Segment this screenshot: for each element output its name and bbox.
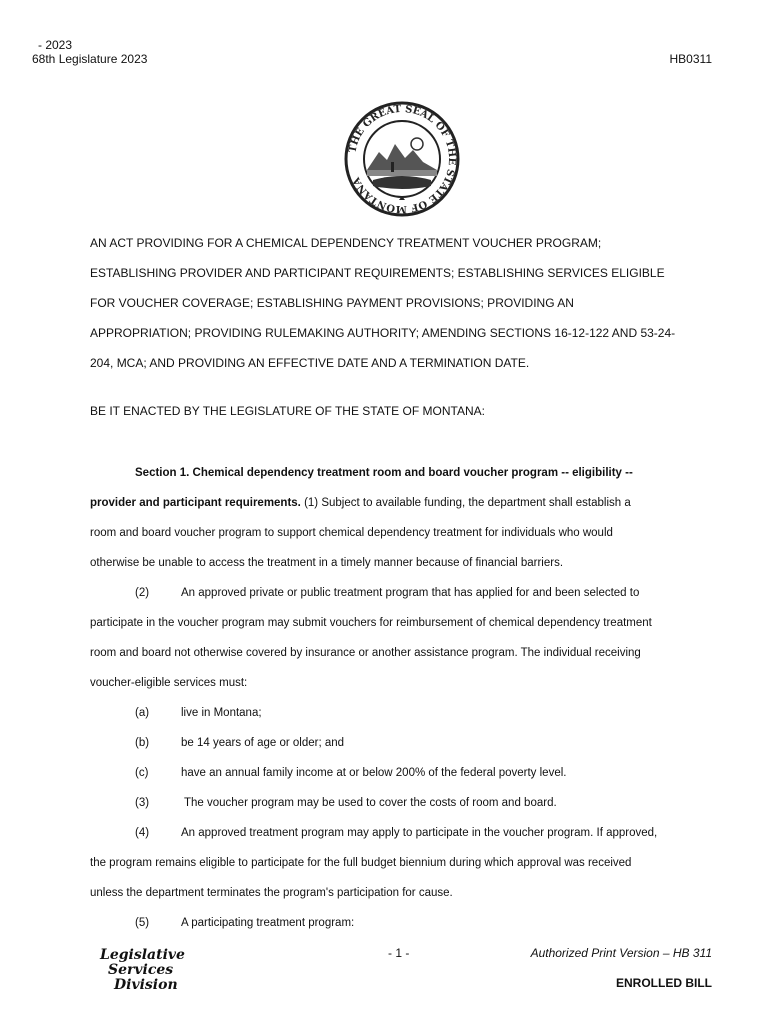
seal-text: THE GREAT SEAL OF THE STATE OF MONTANA xyxy=(347,103,458,215)
subsection-text: A participating treatment program: xyxy=(181,917,355,929)
subsection-2 xyxy=(90,578,718,608)
list-item-text: have an annual family income at or below 200% of the federal poverty level. xyxy=(181,767,567,779)
subsection-3 xyxy=(90,788,718,818)
authorized-version: Authorized Print Version – HB 311 xyxy=(530,946,712,960)
state-seal-icon xyxy=(343,100,461,218)
subsection-number: (3) xyxy=(135,797,150,809)
lsd-logo xyxy=(100,948,190,1000)
list-item xyxy=(90,698,718,728)
subsection-text: The voucher program may be used to cover the costs of room and board. xyxy=(181,797,557,809)
subsection-number: (5) xyxy=(135,917,150,929)
logo-line: Legislative xyxy=(100,947,185,963)
section-text: (1) Subject to available funding, the department shall establish a xyxy=(300,497,631,509)
list-item-number: (c) xyxy=(135,767,149,779)
list-item-number: (a) xyxy=(135,707,150,719)
section-heading: Section 1. Chemical dependency treatment room and board voucher program -- eligibility -- xyxy=(135,467,633,479)
header-legislature: 68th Legislature 2023 xyxy=(32,52,148,66)
title-line: APPROPRIATION; PROVIDING RULEMAKING AUTHORITY; AMENDING SECTIONS 16-12-122 AND 53-24- xyxy=(90,326,676,340)
title-line: 204, MCA; AND PROVIDING AN EFFECTIVE DATE AND A TERMINATION DATE. xyxy=(90,356,530,370)
subsection-text: An approved private or public treatment program that has applied for and been selected to xyxy=(181,587,640,599)
section-paragraph-line xyxy=(90,488,718,518)
section-paragraph-line: room and board not otherwise covered by insurance or another assistance program. The individual receiving xyxy=(90,647,641,659)
enrolled-bill-label: ENROLLED BILL xyxy=(616,976,712,990)
bill-title xyxy=(90,228,730,378)
section-1 xyxy=(90,458,718,938)
list-item-number: (b) xyxy=(135,737,150,749)
subsection-number: (2) xyxy=(135,587,150,599)
list-item-text: be 14 years of age or older; and xyxy=(181,737,345,749)
logo-line: Division xyxy=(114,977,178,993)
section-paragraph-line: participate in the voucher program may submit vouchers for reimbursement of chemical dependency treatment xyxy=(90,617,652,629)
subsection-text: An approved treatment program may apply to participate in the voucher program. If approved, xyxy=(181,827,658,839)
section-paragraph-line: voucher-eligible services must: xyxy=(90,677,248,689)
subsection-number: (4) xyxy=(135,827,150,839)
title-line: FOR VOUCHER COVERAGE; ESTABLISHING PAYMENT PROVISIONS; PROVIDING AN xyxy=(90,296,574,310)
header-bill-id: HB0311 xyxy=(669,52,712,66)
section-paragraph-line: unless the department terminates the program's participation for cause. xyxy=(90,887,453,899)
header-year: - 2023 xyxy=(38,38,73,52)
subsection-5 xyxy=(90,908,718,938)
section-paragraph-line: room and board voucher program to support chemical dependency treatment for individuals who would xyxy=(90,527,613,539)
title-line: AN ACT PROVIDING FOR A CHEMICAL DEPENDENCY TREATMENT VOUCHER PROGRAM; xyxy=(90,236,602,250)
list-item-text: live in Montana; xyxy=(181,707,262,719)
title-line: ESTABLISHING PROVIDER AND PARTICIPANT REQUIREMENTS; ESTABLISHING SERVICES ELIGIBLE xyxy=(90,266,665,280)
page-number: - 1 - xyxy=(388,946,410,960)
list-item xyxy=(90,758,718,788)
list-item xyxy=(90,728,718,758)
section-heading-cont: provider and participant requirements. xyxy=(90,497,301,509)
section-paragraph-line: otherwise be unable to access the treatment in a timely manner because of financial barriers. xyxy=(90,557,564,569)
section-paragraph-line: the program remains eligible to participate for the full budget biennium during which approval was received xyxy=(90,857,632,869)
enacting-clause: BE IT ENACTED BY THE LEGISLATURE OF THE STATE OF MONTANA: xyxy=(90,404,485,418)
logo-line: Services xyxy=(108,962,174,978)
subsection-4 xyxy=(90,818,718,848)
